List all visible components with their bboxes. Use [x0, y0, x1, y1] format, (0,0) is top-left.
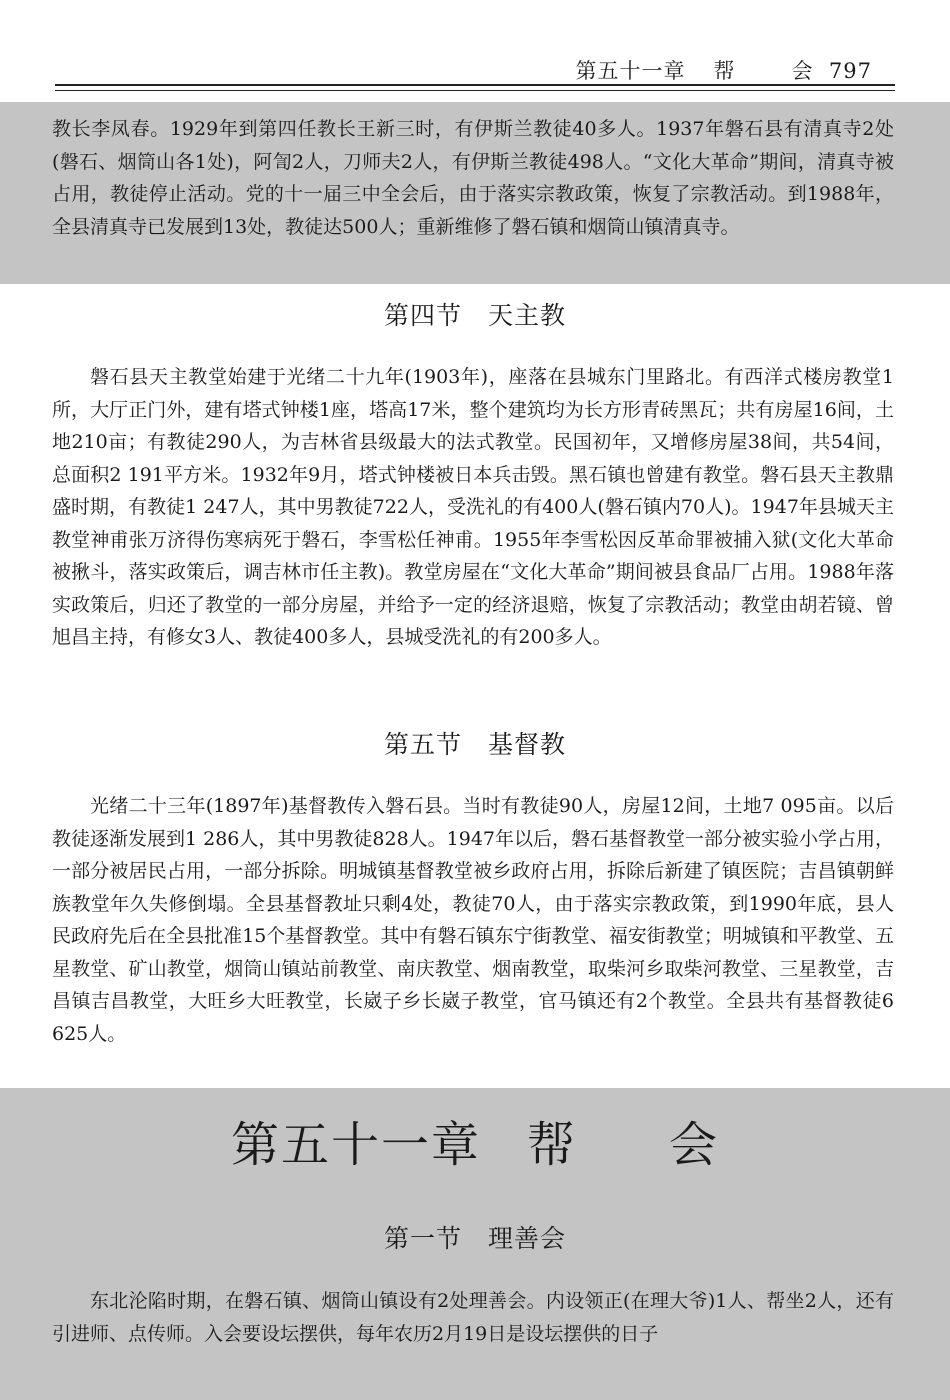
section-5-number: 第五节: [383, 730, 462, 759]
chapter-51-title: [0, 1106, 950, 1175]
section-4-number: 第四节: [383, 301, 462, 330]
running-header: [576, 55, 872, 85]
section-1-paragraph: 东北沦陷时期，在磐石镇、烟筒山镇设有2处理善会。内设领正(在理大爷)1人、帮坐2人，还有引进师、点传师。入会要设坛摆供，每年农历2月19日是设坛摆供的日子: [52, 1290, 894, 1345]
header-chapter-label: 第五十一章: [575, 59, 686, 83]
chapter-51-label: 第五十一章: [230, 1117, 481, 1173]
chapter-51-word2: 会: [669, 1117, 720, 1173]
section-4-paragraph: 磐石县天主教堂始建于光绪二十九年(1903年)，座落在县城东门里路北。有西洋式楼房教堂1所，大厅正门外，建有塔式钟楼1座，塔高17米，整个建筑均为长方形青砖黑瓦；共有房屋16间，土地210亩；有教徒290人，为吉林省县级最大的法式教堂。民国初年，又增修房屋38间，共54间，总面积2 191平方米。1932年9月，塔式钟楼被日本兵击毁。黑石镇也曾建有教堂。磐石县天主教鼎盛时期，有教徒1 247人，其中男教徒722人，受洗礼的有400人(磐石镇内70人)。1947年县城天主教堂神甫张万济得伤寒病死于磐石，李雪松任神甫。1955年李雪松因反革命罪被捕入狱(文化大革命被揪斗，落实政策后，调吉林市任主教)。教堂房屋在“文化大革命”期间被县食品厂占用。1988年落实政策后，归还了教堂的一部分房屋，并给予一定的经济退赔，恢复了宗教活动；教堂由胡若镜、曾旭昌主持，有修女3人、教徒400多人，县城受洗礼的有200多人。: [52, 366, 894, 648]
section-4-title: [0, 296, 950, 332]
section-5-title: [0, 725, 950, 761]
header-rule-thick: [55, 84, 895, 86]
header-chapter-word1: 帮: [713, 59, 736, 83]
header-chapter-word2: 会: [791, 59, 814, 83]
section-4-name: 天主教: [488, 301, 567, 330]
section-1-name: 理善会: [488, 1224, 567, 1253]
header-rule-thin: [55, 90, 895, 91]
section-5-name: 基督教: [488, 730, 567, 759]
section-5-paragraph: 光绪二十三年(1897年)基督教传入磐石县。当时有教徒90人，房屋12间，土地7 095亩。以后教徒逐渐发展到1 286人，其中男教徒828人。1947年以后，磐石基督教堂一部分被实验小学占用，一部分被居民占用，一部分拆除。明城镇基督教堂被乡政府占用，拆除后新建了镇医院；吉昌镇朝鲜族教堂年久失修倒塌。全县基督教址只剩4处，教徒70人，由于落实宗教政策，到1990年底，县人民政府先后在全县批准15个基督教堂。其中有磐石镇东宁街教堂、福安街教堂；明城镇和平教堂、五星教堂、矿山教堂，烟筒山镇站前教堂、南庆教堂、烟南教堂，取柴河乡取柴河教堂、三星教堂，吉昌镇吉昌教堂，大旺乡大旺教堂，长崴子乡长崴子教堂，官马镇还有2个教堂。全县共有基督教徒6 625人。: [52, 795, 895, 1045]
chapter-51-word1: 帮: [526, 1117, 577, 1173]
section-1-title: [0, 1219, 950, 1255]
continued-paragraph: 教长李凤春。1929年到第四任教长王新三时，有伊斯兰教徒40多人。1937年磐石县有清真寺2处(磐石、烟筒山各1处)，阿訇2人，刀师夫2人，有伊斯兰教徒498人。“文化大革命”期间，清真寺被占用，教徒停止活动。党的十一届三中全会后，由于落实宗教政策，恢复了宗教活动。到1988年，全县清真寺已发展到13处，教徒达500人；重新维修了磐石镇和烟筒山镇清真寺。: [52, 118, 894, 238]
section-1-number: 第一节: [383, 1224, 462, 1253]
page-number: 797: [828, 59, 872, 83]
